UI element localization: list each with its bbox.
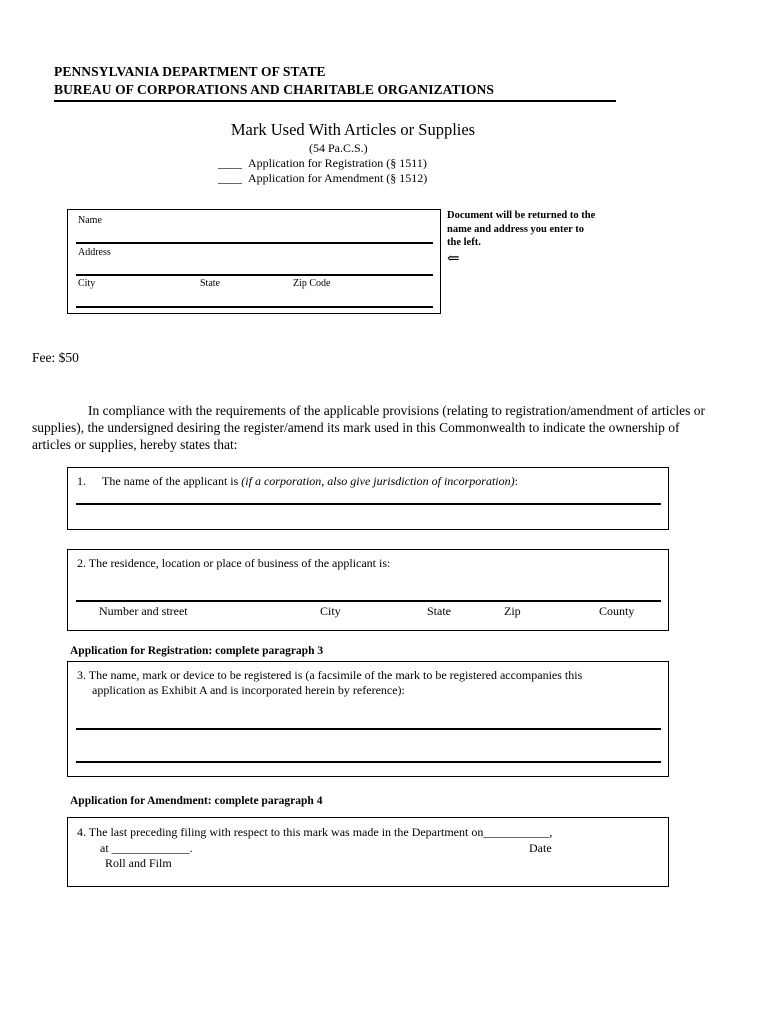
agency-name: PENNSYLVANIA DEPARTMENT OF STATE: [54, 64, 326, 79]
city-state-zip-field[interactable]: [76, 306, 433, 308]
section-1-number: 1.: [77, 474, 86, 488]
city-label: City: [320, 604, 341, 618]
header-divider: [54, 100, 616, 102]
section-1-box: [67, 467, 669, 530]
left-arrow-icon: ⇐: [447, 251, 460, 267]
mark-name-field[interactable]: [76, 761, 661, 763]
section-1-note: (if a corporation, also give jurisdiction of incorporation): [241, 474, 515, 488]
section-1-label: The name of the applicant is: [102, 474, 242, 488]
name-field[interactable]: [76, 242, 433, 244]
option-registration: [218, 156, 427, 171]
return-note-line: the left.: [447, 237, 481, 248]
section-2-text: 2. The residence, location or place of business of the applicant is:: [77, 556, 391, 570]
statute-reference: (54 Pa.C.S.): [309, 141, 368, 155]
option-amendment-blank[interactable]: ____: [218, 171, 242, 185]
section-1-text: [102, 474, 518, 489]
intro-line: supplies), the undersigned desiring the register/amend its mark used in this Commonwealth to indicate the ownership of: [32, 420, 680, 435]
section-1-colon: :: [514, 474, 518, 488]
county-label: County: [599, 604, 635, 618]
return-note: [447, 209, 595, 250]
amendment-heading: Application for Amendment: complete paragraph 4: [70, 795, 323, 807]
state-label: State: [427, 604, 451, 618]
roll-film-label: Roll and Film: [105, 856, 172, 870]
bureau-name: BUREAU OF CORPORATIONS AND CHARITABLE ORGANIZATIONS: [54, 82, 495, 97]
return-note-line: name and address you enter to: [447, 223, 584, 235]
name-label: Name: [78, 215, 102, 226]
mark-name-field[interactable]: [76, 728, 661, 730]
intro-line: articles or supplies, hereby states that:: [32, 437, 238, 452]
option-amendment-label: Application for Amendment (§ 1512): [248, 171, 428, 185]
address-label: Address: [78, 247, 111, 258]
date-label: Date: [529, 841, 552, 855]
section-3-box: [67, 661, 669, 777]
section-3-line: application as Exhibit A and is incorporated herein by reference):: [92, 683, 405, 697]
section-4-line: 4. The last preceding filing with respect to this mark was made in the Department on___________,: [77, 825, 553, 839]
roll-film-blank[interactable]: at _____________.: [100, 841, 193, 855]
return-address-box: [67, 209, 441, 314]
form-title: Mark Used With Articles or Supplies: [230, 120, 476, 139]
business-address-field[interactable]: [76, 600, 661, 602]
section-2-box: [67, 549, 669, 631]
number-street-label: Number and street: [99, 604, 188, 618]
address-field[interactable]: [76, 274, 433, 276]
zip-label: Zip: [504, 604, 521, 618]
option-amendment: [218, 171, 427, 186]
zip-code-label: Zip Code: [293, 278, 331, 289]
return-note-line: Document will be returned to the: [447, 210, 596, 221]
city-label: City: [78, 278, 96, 289]
section-4-box: [67, 817, 669, 887]
option-registration-blank[interactable]: ____: [218, 156, 242, 170]
registration-heading: Application for Registration: complete paragraph 3: [70, 645, 324, 657]
option-registration-label: Application for Registration (§ 1511): [248, 156, 427, 170]
state-label: State: [200, 278, 220, 289]
section-3-line: 3. The name, mark or device to be registered is (a facsimile of the mark to be registered accompanies this: [77, 668, 583, 682]
fee-text: Fee: $50: [32, 350, 79, 365]
applicant-name-field[interactable]: [76, 503, 661, 505]
intro-line: In compliance with the requirements of the applicable provisions (relating to registration/amendment of articles or: [88, 403, 706, 418]
